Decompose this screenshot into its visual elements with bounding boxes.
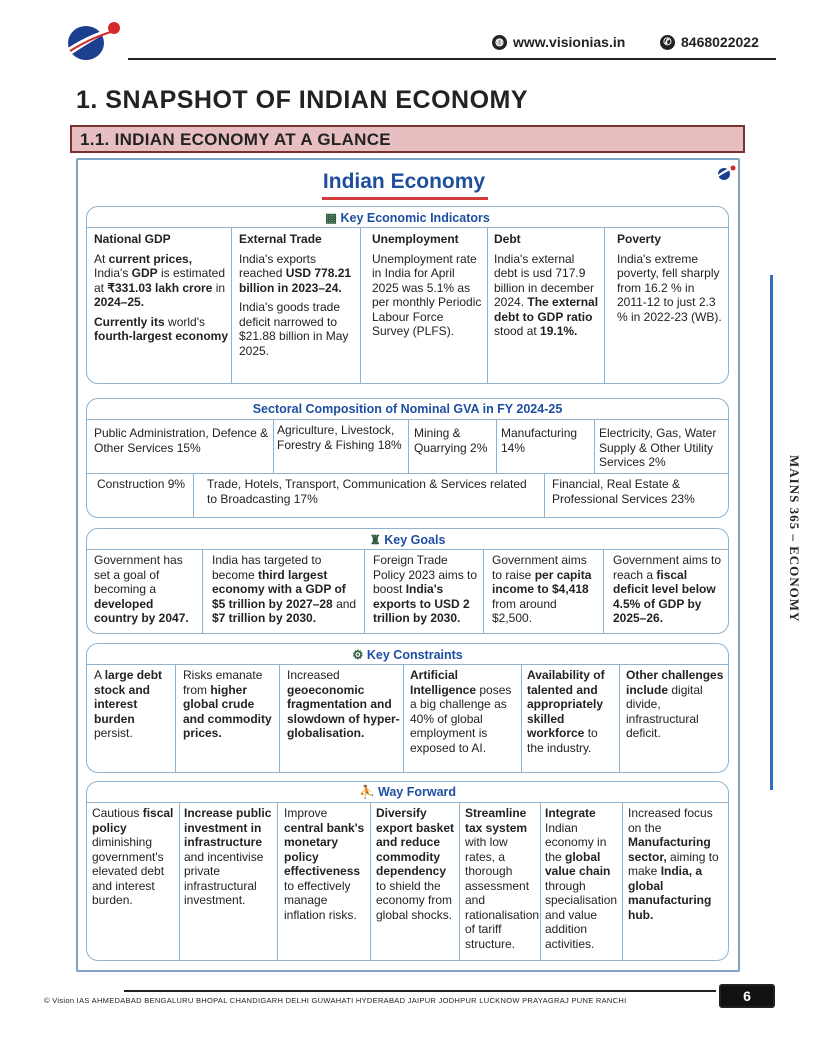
constraint-workforce: Availability of talented and appropriately skilled workforce to the industry.: [527, 668, 605, 755]
forward-infrastructure: Increase public investment in infrastructure and incentivise private infrastructural investment.: [184, 806, 272, 907]
section-title: 1.1. INDIAN ECONOMY AT A GLANCE: [70, 125, 745, 153]
goal-developed: Government has set a goal of becoming a developed country by 2047.: [94, 553, 189, 625]
indicator-unemployment: Unemployment Unemployment rate in India for April 2025 was 5.1% as per monthly Periodic Labour Force Survey (PLFS).: [372, 232, 482, 338]
forward-diversify: Diversify export basket and reduce commodity dependency to shield the economy from global shocks.: [376, 806, 455, 922]
forward-manufacturing: Increased focus on the Manufacturing sector, aiming to make India, a global manufacturing hub.: [628, 806, 719, 922]
forward-integrate: Integrate Indian economy in the global value chain through specialisation and value addition activities.: [545, 806, 618, 951]
constraints-icon: ⚙: [352, 648, 367, 662]
sector-manufacturing: Manufacturing 14%: [501, 426, 578, 455]
footer-cities: © Vision IAS AHMEDABAD BENGALURU BHOPAL CHANDIGARH DELHI GUWAHATI HYDERABAD JAIPUR JODHPUR LUCKNOW PRAYAGRAJ PUNE RANCHI: [44, 996, 627, 1005]
indicators-icon: ▦: [325, 211, 341, 225]
website[interactable]: ◍ www.visionias.in: [492, 34, 625, 50]
infographic-title: Indian Economy: [322, 170, 486, 193]
chapter-title: 1. SNAPSHOT OF INDIAN ECONOMY: [76, 86, 529, 114]
sector-trade-hotels: Trade, Hotels, Transport, Communication & Services related to Broadcasting 17%: [207, 477, 527, 506]
indicators-title: ▦ Key Economic Indicators: [325, 211, 490, 225]
sectoral-title: Sectoral Composition of Nominal GVA in FY 2024-25: [252, 402, 563, 416]
way-forward-title: ⛹ Way Forward: [358, 785, 457, 799]
sector-mining: Mining & Quarrying 2%: [414, 426, 488, 455]
title-underline: [322, 197, 488, 200]
goals-title: ♜ Key Goals: [369, 533, 446, 547]
globe-icon: ◍: [492, 35, 507, 50]
goal-exports: Foreign Trade Policy 2023 aims to boost India's exports to USD 2 trillion by 2030.: [373, 553, 478, 625]
indicator-trade: External Trade India's exports reached USD 778.21 billion in 2023–24. India's goods trade deficit narrowed to $21.88 billion in May 2025.: [239, 232, 352, 358]
vision-ias-logo: [62, 18, 124, 64]
goals-icon: ♜: [369, 533, 385, 547]
sector-construction: Construction 9%: [97, 477, 186, 491]
sector-public-admin: Public Administration, Defence & Other Services 15%: [94, 426, 269, 455]
constraint-geoeconomic: Increased geoeconomic fragmentation and slowdown of hyper-globalisation.: [287, 668, 400, 740]
phone-icon: ✆: [660, 35, 675, 50]
constraint-debt: A large debt stock and interest burden persist.: [94, 668, 163, 740]
header-rule: [128, 58, 776, 60]
mini-logo: [716, 164, 736, 182]
indicator-gdp: National GDP At current prices, India's GDP is estimated at ₹331.03 lakh crore in 2024–25. Currently its world's fourth-largest economy: [94, 232, 229, 343]
forward-fiscal-policy: Cautious fiscal policy diminishing government's elevated debt and interest burden.: [92, 806, 174, 907]
page-number: 6: [719, 984, 775, 1008]
way-forward-icon: ⛹: [358, 785, 378, 799]
constraints-title: ⚙ Key Constraints: [352, 648, 463, 662]
sector-financial: Financial, Real Estate & Professional Services 23%: [552, 477, 695, 506]
way-forward-box: [86, 781, 729, 961]
goals-box: [86, 528, 729, 634]
goal-gdp: India has targeted to become third largest economy with a GDP of $5 trillion by 2027–28 and $7 trillion by 2030.: [212, 553, 357, 625]
goal-per-capita: Government aims to raise per capita income to $4,418 from around $2,500.: [492, 553, 592, 625]
constraint-ai: Artificial Intelligence poses a big challenge as 40% of global employment is exposed to AI.: [410, 668, 512, 755]
indicators-box: [86, 206, 729, 384]
sector-utilities: Electricity, Gas, Water Supply & Other Utility Services 2%: [599, 426, 717, 469]
sector-agriculture: Agriculture, Livestock, Forestry & Fishing 18%: [277, 423, 402, 452]
phone-number[interactable]: ✆ 8468022022: [660, 34, 759, 50]
indicator-poverty: Poverty India's extreme poverty, fell sharply from 16.2 % in 2011-12 to just 2.3 % in 2022-23 (WB).: [617, 232, 722, 324]
forward-tax: Streamline tax system with low rates, a thorough assessment and rationalisation of tariff structure.: [465, 806, 540, 951]
side-label: MAINS 365 – ECONOMY: [787, 455, 802, 623]
footer-rule: [124, 990, 716, 992]
goal-fiscal-deficit: Government aims to reach a fiscal deficit level below 4.5% of GDP by 2025–26.: [613, 553, 722, 625]
indicator-debt: Debt India's external debt is usd 717.9 billion in december 2024. The external debt to GDP ratio stood at 19.1%.: [494, 232, 599, 338]
forward-monetary: Improve central bank's monetary policy effectiveness to effectively manage inflation risks.: [284, 806, 365, 922]
constraints-box: [86, 643, 729, 773]
constraint-other: Other challenges include digital divide, infrastructural deficit.: [626, 668, 724, 740]
constraint-commodity: Risks emanate from higher global crude and commodity prices.: [183, 668, 272, 740]
sectoral-box: [86, 398, 729, 518]
